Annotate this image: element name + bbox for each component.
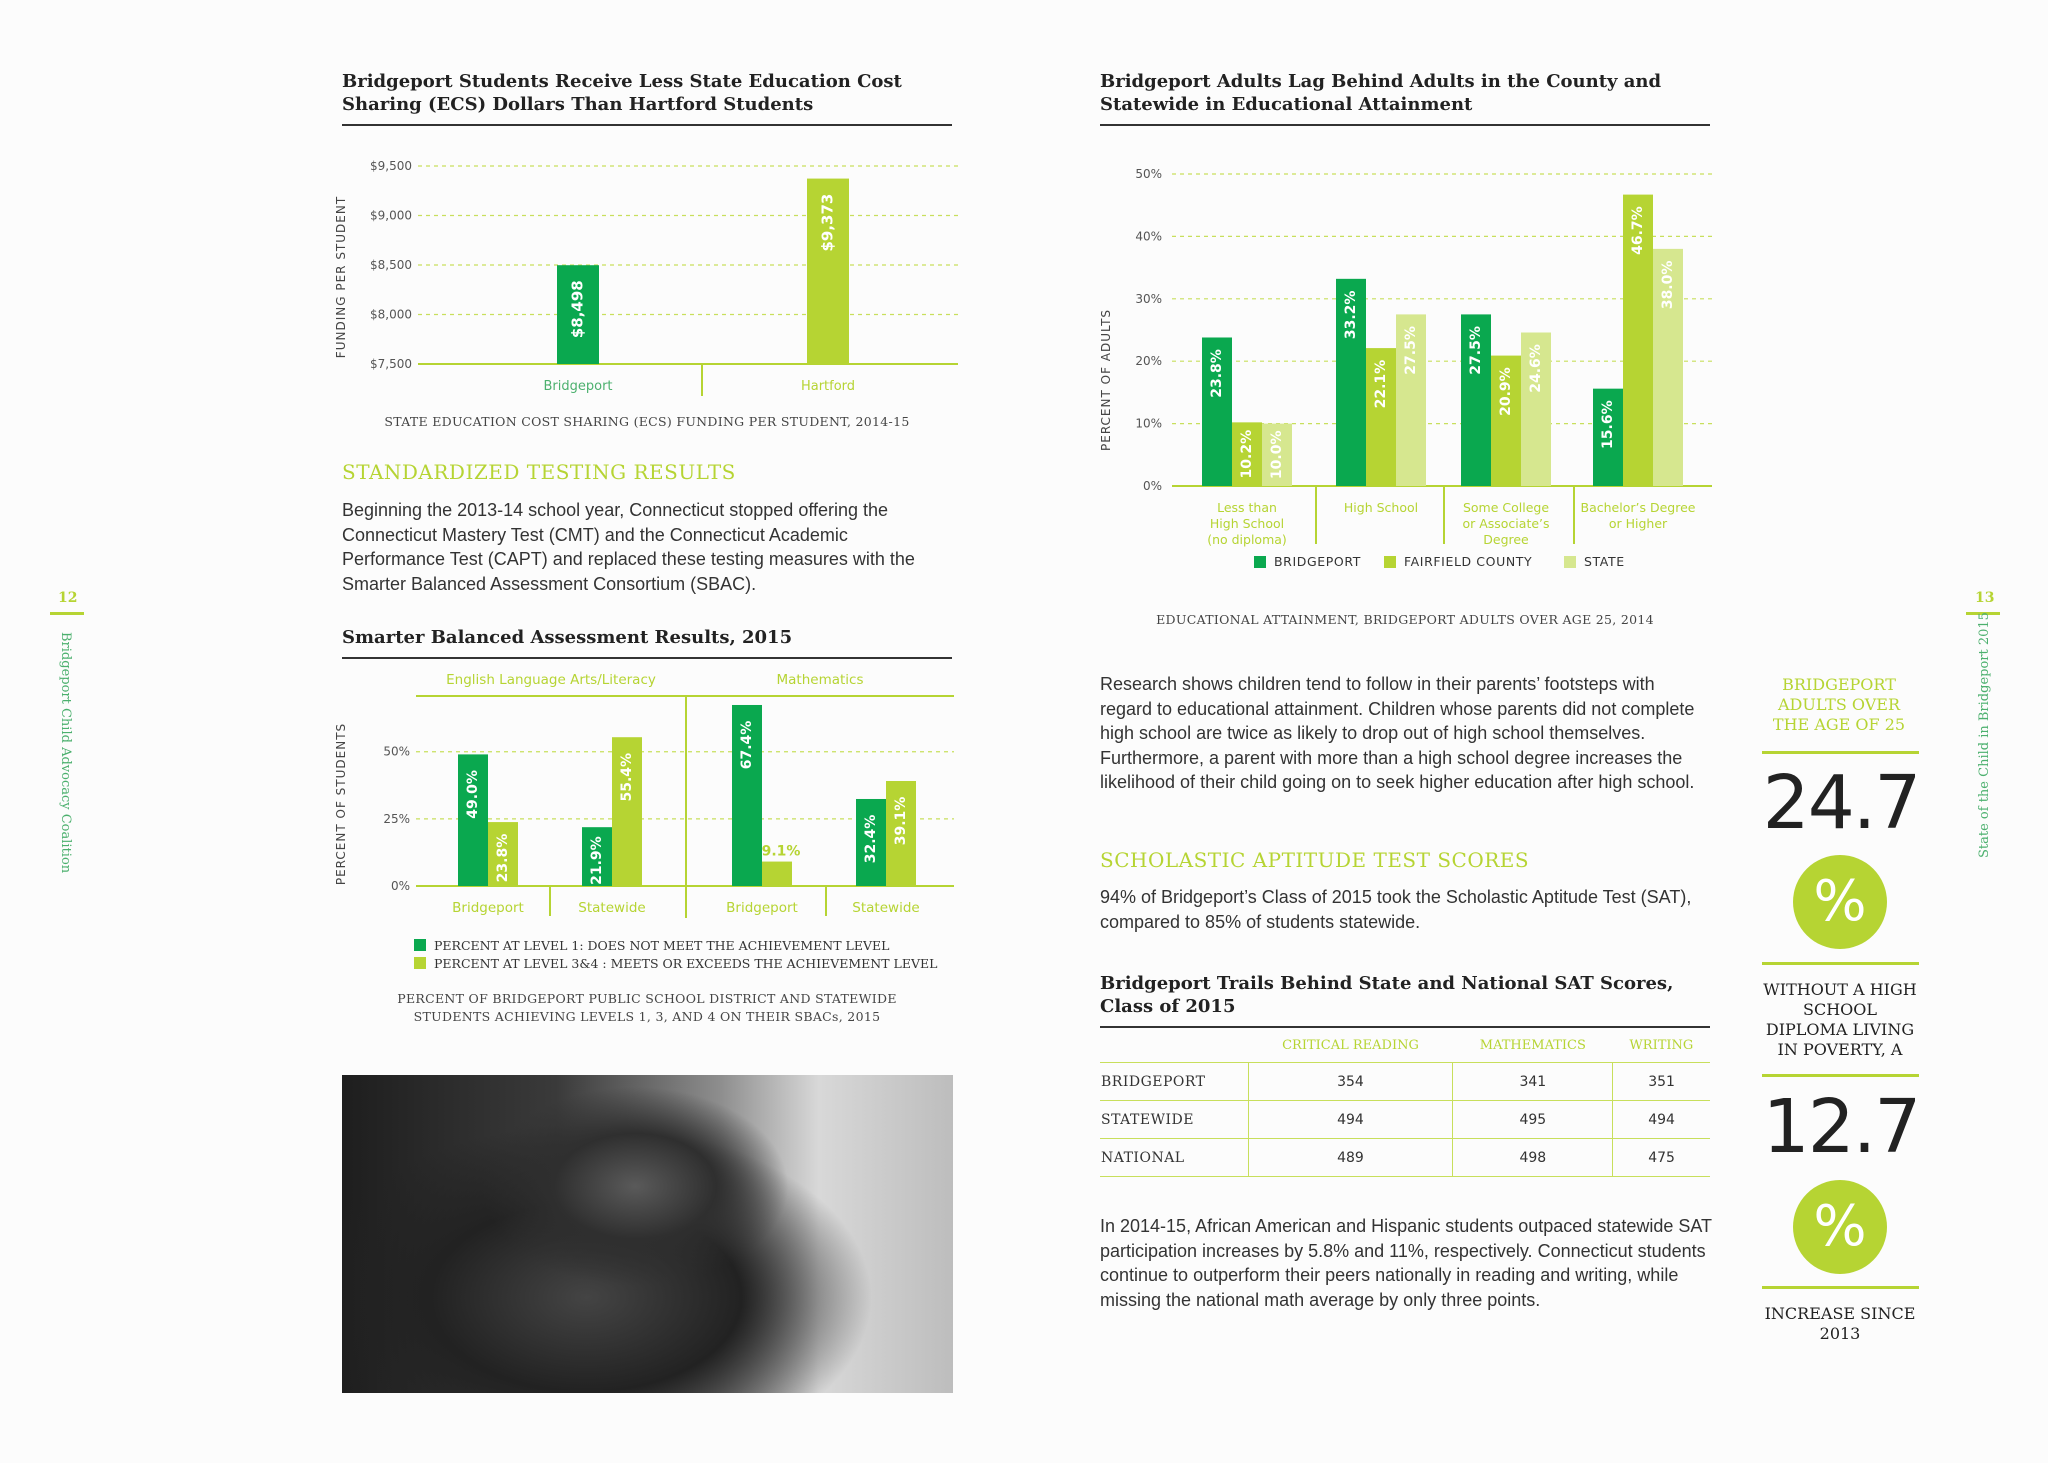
x-tick-label: Bridgeport bbox=[543, 379, 613, 394]
sbac-chart-title: Smarter Balanced Assessment Results, 2015 bbox=[342, 626, 952, 659]
sat-heading: SCHOLASTIC APTITUDE TEST SCORES bbox=[1100, 848, 1530, 872]
ecs-chart bbox=[330, 140, 970, 400]
legend-label-level34: PERCENT AT LEVEL 3&4 : MEETS OR EXCEEDS THE ACHIEVEMENT LEVEL bbox=[434, 955, 938, 971]
bar-value-label: $9,373 bbox=[818, 193, 837, 252]
sbac-chart bbox=[330, 664, 970, 926]
stat-value-1: 24.7 bbox=[1762, 760, 1920, 846]
stat-rule-3 bbox=[1762, 1074, 1919, 1077]
stat-rule-1 bbox=[1762, 751, 1919, 754]
y-axis-label: PERCENT OF STUDENTS bbox=[334, 722, 348, 886]
left-side-text: Bridgeport Child Advocacy Coalition bbox=[58, 632, 73, 874]
y-tick-label: $7,500 bbox=[370, 357, 412, 371]
bar-value-label: 27.5% bbox=[1403, 326, 1419, 375]
stat-label-increase: INCREASE SINCE 2013 bbox=[1764, 1304, 1916, 1343]
y-tick-label: $8,000 bbox=[370, 307, 412, 322]
x-tick-label: Bachelor’s Degree bbox=[1580, 500, 1696, 515]
bar-value-label: 10.0% bbox=[1269, 430, 1285, 480]
table-cell: 351 bbox=[1613, 1063, 1710, 1101]
sbac-legend-item bbox=[414, 936, 937, 954]
stat-value-2: 12.7 bbox=[1762, 1084, 1920, 1170]
bar-value-label: 49.0% bbox=[465, 770, 481, 819]
ecs-chart-title: Bridgeport Students Receive Less State Education Cost Sharing (ECS) Dollars Than Hartford Students bbox=[342, 70, 952, 126]
sat-table bbox=[1100, 1028, 1710, 1177]
legend-swatch-level1 bbox=[414, 939, 426, 951]
sbac-caption-line2: STUDENTS ACHIEVING LEVELS 1, 3, AND 4 ON THEIR SBACs, 2015 bbox=[413, 1009, 881, 1024]
percent-circle-1: % bbox=[1793, 855, 1887, 949]
sat-row-label: BRIDGEPORT bbox=[1100, 1063, 1248, 1101]
attain-caption: EDUCATIONAL ATTAINMENT, BRIDGEPORT ADULTS OVER AGE 25, 2014 bbox=[1156, 612, 1654, 627]
bar-value-label: 27.5% bbox=[1468, 326, 1484, 375]
bar-value-label: 23.8% bbox=[1209, 349, 1225, 398]
y-tick-label: 20% bbox=[1135, 354, 1162, 369]
bar-value-label: 9.1% bbox=[761, 843, 801, 860]
left-rule bbox=[50, 612, 84, 615]
attain-chart bbox=[1094, 150, 1724, 569]
table-row bbox=[1100, 1101, 1710, 1139]
sbac-caption-line1: PERCENT OF BRIDGEPORT PUBLIC SCHOOL DISTRICT AND STATEWIDE bbox=[397, 991, 897, 1006]
y-axis-label: FUNDING PER STUDENT bbox=[334, 195, 348, 359]
legend-swatch bbox=[1254, 556, 1266, 568]
sat-row-label: NATIONAL bbox=[1100, 1139, 1248, 1177]
sat-col-header: CRITICAL READING bbox=[1248, 1028, 1453, 1063]
legend-label: BRIDGEPORT bbox=[1274, 554, 1361, 569]
sat-table-header bbox=[1100, 1028, 1710, 1063]
table-cell: 494 bbox=[1248, 1101, 1453, 1139]
sat-header-blank bbox=[1100, 1028, 1248, 1063]
attain-chart-title: Bridgeport Adults Lag Behind Adults in the County and Statewide in Educational Attainment bbox=[1100, 70, 1710, 126]
group-label: Mathematics bbox=[776, 672, 864, 688]
y-tick-label: 30% bbox=[1135, 291, 1162, 306]
testing-body: Beginning the 2013-14 school year, Connecticut stopped offering the Connecticut Mastery Test (CMT) and the Connecticut Academic Performance Test (CAPT) and replaced these testing measures with the Smarter Balanced Assessment Consortium (SBAC). bbox=[342, 500, 915, 594]
testing-heading: STANDARDIZED TESTING RESULTS bbox=[342, 460, 736, 484]
y-tick-label: 40% bbox=[1135, 229, 1162, 244]
x-tick-label: (no diploma) bbox=[1207, 532, 1287, 547]
legend-swatch-level34 bbox=[414, 957, 426, 969]
x-tick-label: Bridgeport bbox=[452, 900, 524, 916]
table-row bbox=[1100, 1063, 1710, 1101]
x-tick-label: Less than bbox=[1217, 500, 1277, 515]
legend-label: STATE bbox=[1584, 554, 1625, 569]
y-axis-label: PERCENT OF ADULTS bbox=[1099, 308, 1113, 452]
student-photo bbox=[342, 1075, 953, 1393]
sat-table-title: Bridgeport Trails Behind State and National SAT Scores, Class of 2015 bbox=[1100, 972, 1710, 1028]
bar-value-label: 22.1% bbox=[1373, 359, 1389, 409]
table-cell: 495 bbox=[1453, 1101, 1613, 1139]
x-tick-label: Statewide bbox=[852, 900, 920, 916]
sbac-caption bbox=[342, 990, 952, 1026]
y-tick-label: 25% bbox=[383, 811, 410, 826]
sat-col-header: MATHEMATICS bbox=[1453, 1028, 1613, 1063]
sbac-legend-item bbox=[414, 954, 937, 972]
y-tick-label: 50% bbox=[383, 744, 410, 759]
sat-body: 94% of Bridgeport’s Class of 2015 took the Scholastic Aptitude Test (SAT), compared to 85% of students statewide. bbox=[1100, 887, 1692, 932]
x-tick-label: High School bbox=[1343, 500, 1419, 515]
table-cell: 498 bbox=[1453, 1139, 1613, 1177]
legend-label-level1: PERCENT AT LEVEL 1: DOES NOT MEET THE ACHIEVEMENT LEVEL bbox=[434, 937, 890, 953]
bar-value-label: $8,498 bbox=[568, 280, 587, 339]
y-tick-label: 0% bbox=[390, 879, 410, 893]
right-side-text: State of the Child in Bridgeport 2015 bbox=[1977, 612, 1992, 858]
bar-value-label: 32.4% bbox=[863, 814, 879, 864]
bar-value-label: 46.7% bbox=[1630, 206, 1646, 255]
sat-col-header: WRITING bbox=[1613, 1028, 1710, 1063]
x-tick-label: Degree bbox=[1483, 532, 1529, 547]
percent-circle-2: % bbox=[1793, 1180, 1887, 1274]
bar-value-label: 20.9% bbox=[1498, 367, 1514, 416]
bar-value-label: 55.4% bbox=[619, 752, 635, 802]
sbac-legend bbox=[414, 936, 937, 972]
table-cell: 354 bbox=[1248, 1063, 1453, 1101]
table-cell: 489 bbox=[1248, 1139, 1453, 1177]
y-tick-label: $9,500 bbox=[370, 159, 412, 173]
right-page-number: 13 bbox=[1975, 590, 1995, 606]
table-cell: 341 bbox=[1453, 1063, 1613, 1101]
stat-rule-4 bbox=[1762, 1286, 1919, 1289]
bar-value-label: 38.0% bbox=[1660, 260, 1676, 310]
y-tick-label: $8,500 bbox=[370, 258, 412, 272]
sat-row-label: STATEWIDE bbox=[1100, 1101, 1248, 1139]
ecs-caption: STATE EDUCATION COST SHARING (ECS) FUNDING PER STUDENT, 2014-15 bbox=[384, 414, 910, 429]
y-tick-label: 0% bbox=[1142, 479, 1162, 493]
table-cell: 475 bbox=[1613, 1139, 1710, 1177]
left-page-number: 12 bbox=[58, 590, 78, 606]
table-cell: 494 bbox=[1613, 1101, 1710, 1139]
bar-value-label: 10.2% bbox=[1239, 429, 1255, 479]
bar-value-label: 23.8% bbox=[495, 833, 511, 883]
stat-rule-2 bbox=[1762, 962, 1919, 965]
x-tick-label: Some College bbox=[1462, 500, 1550, 515]
x-tick-label: or Higher bbox=[1608, 516, 1668, 531]
bar-value-label: 15.6% bbox=[1600, 400, 1616, 449]
legend-label: FAIRFIELD COUNTY bbox=[1404, 554, 1533, 569]
bar-level34 bbox=[762, 862, 792, 886]
stat-label-poverty: WITHOUT A HIGH SCHOOL DIPLOMA LIVING IN POVERTY, A bbox=[1763, 980, 1917, 1059]
bar-value-label: 67.4% bbox=[739, 720, 755, 770]
legend-swatch bbox=[1384, 556, 1396, 568]
x-tick-label: Statewide bbox=[578, 900, 646, 916]
stat-label-adults: BRIDGEPORT ADULTS OVER THE AGE OF 25 bbox=[1772, 675, 1906, 734]
x-tick-label: Hartford bbox=[800, 379, 856, 394]
y-tick-label: 10% bbox=[1135, 416, 1162, 431]
y-tick-label: 50% bbox=[1135, 167, 1162, 181]
group-label: English Language Arts/Literacy bbox=[446, 672, 656, 688]
x-tick-label: Bridgeport bbox=[726, 900, 798, 916]
x-tick-label: or Associate’s bbox=[1462, 516, 1550, 531]
legend-swatch bbox=[1564, 556, 1576, 568]
bar-value-label: 21.9% bbox=[589, 836, 605, 885]
bar-value-label: 33.2% bbox=[1343, 290, 1359, 340]
y-tick-label: $9,000 bbox=[370, 208, 412, 223]
bar-value-label: 39.1% bbox=[893, 796, 909, 846]
x-tick-label: High School bbox=[1209, 516, 1285, 531]
sat-closing: In 2014-15, African American and Hispanic students outpaced statewide SAT participation increases by 5.8% and 11%, respectively. Connecticut students continue to outperform their peers nationally in reading and writing, while missing the national math average by only three points. bbox=[1100, 1216, 1712, 1310]
research-body: Research shows children tend to follow in their parents’ footsteps with regard to educational attainment. Children whose parents did not complete high school are twice as likely to drop out of high school themselves. Furthermore, a parent with more than a high school degree increases the likelihood of their child going on to seek higher education after high school. bbox=[1100, 674, 1695, 792]
bar-value-label: 24.6% bbox=[1528, 344, 1544, 393]
table-row bbox=[1100, 1139, 1710, 1177]
